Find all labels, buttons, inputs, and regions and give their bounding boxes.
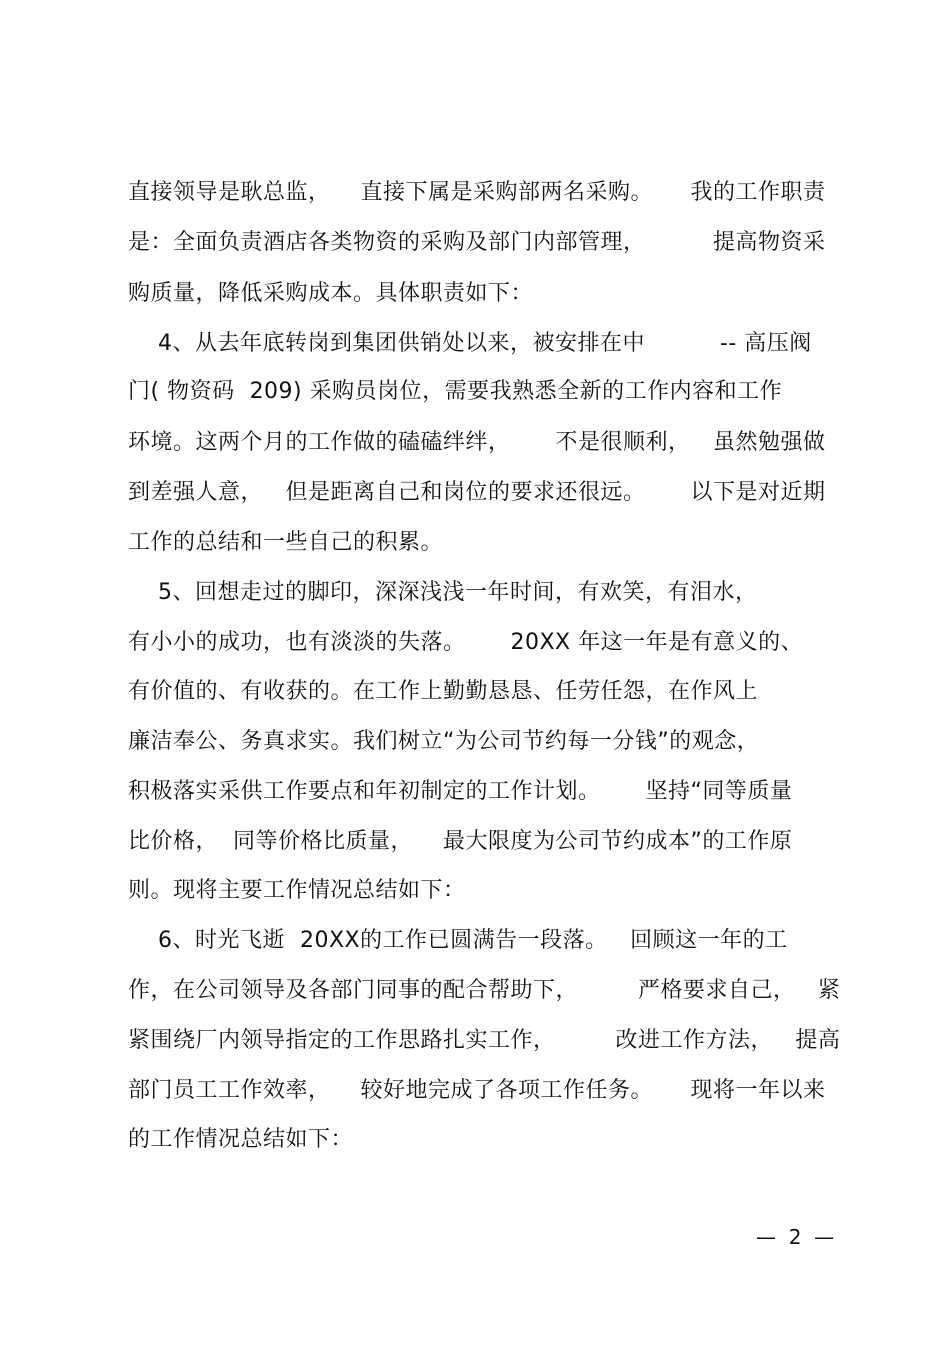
text-line: 是：全面负责酒店各类物资的采购及部门内部管理， 提高物资采 <box>128 230 826 255</box>
text-line: 比价格， 同等价格比质量， 最大限度为公司节约成本”的工作原 <box>128 829 793 854</box>
text-line: 部门员工工作效率， 较好地完成了各项工作任务。 现将一年以来 <box>128 1078 826 1103</box>
text-line: 到差强人意， 但是距离自己和岗位的要求还很远。 以下是对近期 <box>128 480 826 505</box>
text-line: 有小小的成功，也有淡淡的失落。 20XX 年这一年是有意义的、 <box>128 630 804 655</box>
text-line: 门( 物资码 209) 采购员岗位，需要我熟悉全新的工作内容和工作 <box>128 379 783 404</box>
text-line: 则。现将主要工作情况总结如下： <box>128 878 466 903</box>
text-line: 积极落实采供工作要点和年初制定的工作计划。 坚持“同等质量 <box>128 779 793 804</box>
text-line: 4、从去年底转岗到集团供销处以来，被安排在中 -- 高压阀 <box>128 331 812 356</box>
text-line: 作，在公司领导及各部门同事的配合帮助下， 严格要求自己， 紧 <box>128 978 841 1003</box>
text-line: 工作的总结和一些自己的积累。 <box>128 530 444 555</box>
text-line: 6、时光飞逝 20XX的工作已圆满告一段落。 回顾这一年的工 <box>128 928 788 953</box>
text-line: 直接领导是耿总监， 直接下属是采购部两名采购。 我的工作职责 <box>128 180 826 205</box>
text-line: 有价值的、有收获的。在工作上勤勤恳恳、任劳任怨，在作风上 <box>128 679 759 704</box>
page-number: — 2 — <box>756 1225 835 1249</box>
text-line: 环境。这两个月的工作做的磕磕绊绊， 不是很顺利， 虽然勉强做 <box>128 430 826 455</box>
text-line: 购质量，降低采购成本。具体职责如下： <box>128 281 534 306</box>
text-line: 5、回想走过的脚印，深深浅浅一年时间，有欢笑，有泪水， <box>128 580 758 605</box>
text-line: 紧围绕厂内领导指定的工作思路扎实工作， 改进工作方法， 提高 <box>128 1028 841 1053</box>
text-line: 的工作情况总结如下： <box>128 1127 354 1152</box>
text-line: 廉洁奉公、务真求实。我们树立“为公司节约每一分钱”的观念， <box>128 729 760 754</box>
